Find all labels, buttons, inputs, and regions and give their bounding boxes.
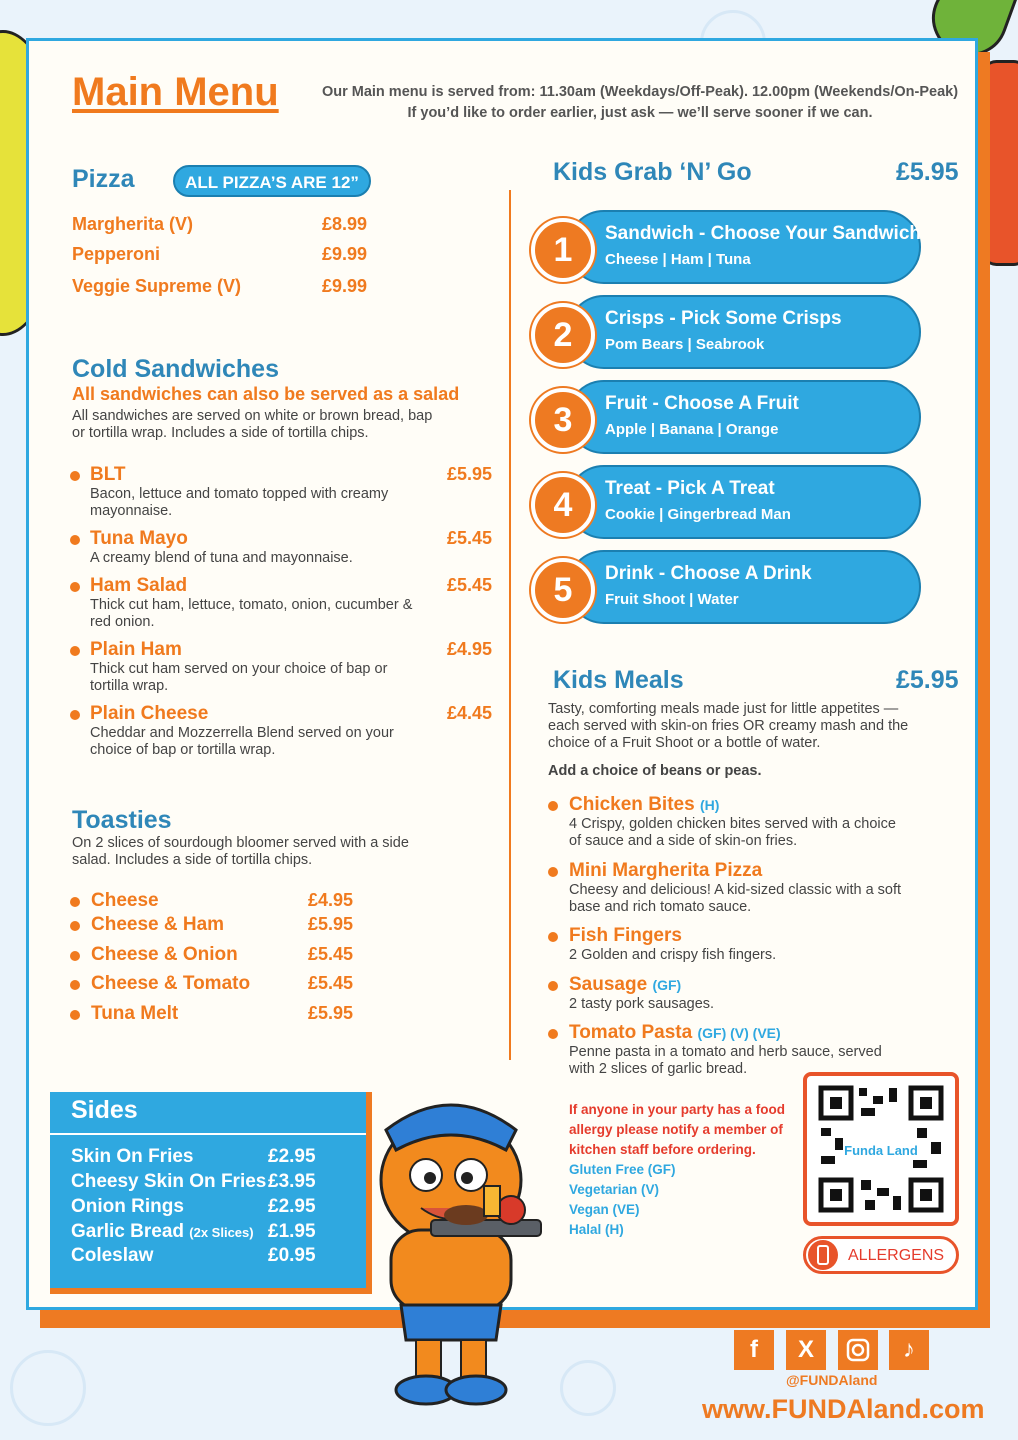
- kids-meal-tags: (H): [699, 797, 720, 813]
- sandwich-item-desc: Thick cut ham, lettuce, tomato, onion, cucumber & red onion.: [90, 597, 413, 630]
- bullet-icon: [548, 932, 558, 942]
- pizza-item-name: Veggie Supreme (V): [72, 276, 242, 296]
- page-title: Main Menu: [72, 70, 279, 114]
- kids-grab-step-pill: [567, 550, 921, 624]
- bullet-icon: [548, 867, 558, 877]
- side-item-name: [71, 1146, 193, 1168]
- sandwich-item-name: Plain Ham: [90, 639, 182, 660]
- sides-title: Sides: [71, 1096, 138, 1124]
- kids-grab-step-number: 4: [531, 473, 595, 537]
- sandwich-item-name: Ham Salad: [90, 575, 188, 596]
- bullet-icon: [70, 646, 80, 656]
- allergens-button[interactable]: [803, 1236, 959, 1274]
- kids-grab-step-pill: [567, 380, 921, 454]
- kids-grab-step-options: Cookie | Gingerbread Man: [605, 506, 791, 523]
- toastie-item: [70, 1003, 370, 1027]
- toastie-item-price: £5.95: [308, 914, 354, 934]
- pizza-item: [72, 244, 372, 270]
- bullet-icon: [70, 535, 80, 545]
- kids-meal-desc: Cheesy and delicious! A kid-sized classic with a soft base and rich tomato sauce.: [569, 882, 902, 915]
- sandwich-item-price: £4.95: [447, 639, 493, 659]
- bullet-icon: [70, 951, 80, 961]
- sandwich-item-price: £4.45: [447, 703, 493, 723]
- allergen-qr-code[interactable]: [803, 1072, 959, 1226]
- side-item: [71, 1245, 351, 1269]
- pizza-item-name: Pepperoni: [72, 244, 161, 264]
- allergy-key: Halal (H): [569, 1222, 624, 1237]
- kids-meal-desc: 4 Crispy, golden chicken bites served with a choice of sauce and a side of skin-on fries.: [569, 816, 896, 849]
- sandwich-item-price: £5.95: [447, 464, 493, 484]
- kids-meal-label: Sausage: [569, 974, 648, 995]
- facebook-icon[interactable]: f: [734, 1330, 774, 1370]
- service-times-line1: Our Main menu is served from: 11.30am (Weekdays/Off-Peak). 12.00pm (Weekends/On-Peak): [321, 84, 959, 100]
- sides-panel: [50, 1092, 372, 1294]
- toasties-desc: On 2 slices of sourdough bloomer served with a side salad. Includes a side of tortilla chips.: [72, 835, 409, 868]
- toastie-item-price: £5.45: [308, 973, 354, 993]
- kids-grab-step-title: Treat - Pick A Treat: [605, 478, 775, 499]
- toastie-item-name: Cheese: [91, 890, 159, 911]
- cold-sandwiches-desc: All sandwiches are served on white or brown bread, bap or tortilla wrap. Includes a side of tortilla chips.: [72, 408, 433, 441]
- side-item-name: [71, 1196, 184, 1218]
- kids-meal-tags: (GF) (V) (VE): [697, 1025, 781, 1041]
- kids-meals-desc: Tasty, comforting meals made just for little appetites — each served with skin-on fries OR creamy mash and the choice of a Fruit Shoot or a bottle of water.: [548, 701, 909, 751]
- side-item-label: Cheesy Skin On Fries: [71, 1171, 267, 1192]
- kids-meal-name: [569, 1022, 781, 1044]
- kids-meal-desc: 2 Golden and crispy fish fingers.: [569, 947, 777, 963]
- bullet-icon: [548, 981, 558, 991]
- side-item-label: Coleslaw: [71, 1245, 154, 1266]
- kids-grab-step: [531, 295, 923, 371]
- side-item-price: £2.95: [268, 1196, 316, 1217]
- toastie-item-price: £4.95: [308, 890, 354, 910]
- kids-meals-price: £5.95: [896, 666, 959, 694]
- kids-meal-label: Fish Fingers: [569, 925, 682, 946]
- pizza-item-price: £9.99: [322, 244, 368, 264]
- side-item-price: £1.95: [268, 1221, 316, 1242]
- pizza-title: Pizza: [72, 165, 135, 193]
- column-divider: [509, 190, 511, 1060]
- kids-grab-step-options: Pom Bears | Seabrook: [605, 336, 765, 353]
- kids-grab-step-options: Cheese | Ham | Tuna: [605, 251, 751, 268]
- pizza-item: [72, 276, 372, 302]
- tiktok-icon[interactable]: ♪: [889, 1330, 929, 1370]
- toasties-title: Toasties: [72, 806, 172, 834]
- kids-grab-step-number: 1: [531, 218, 595, 282]
- kids-grab-step-pill: [567, 210, 921, 284]
- allergy-keys: [569, 1160, 676, 1240]
- bullet-icon: [548, 1029, 558, 1039]
- kids-meal-name: [569, 974, 681, 996]
- kids-grab-step-options: Apple | Banana | Orange: [605, 421, 779, 438]
- kids-grab-step: [531, 550, 923, 626]
- kids-grab-step: [531, 210, 923, 286]
- sandwich-item-desc: A creamy blend of tuna and mayonnaise.: [90, 550, 353, 566]
- kids-meal-desc: Penne pasta in a tomato and herb sauce, served with 2 slices of garlic bread.: [569, 1044, 882, 1077]
- bullet-icon: [70, 471, 80, 481]
- toastie-item-price: £5.45: [308, 944, 354, 964]
- sandwich-item-desc: Thick cut ham served on your choice of bap or tortilla wrap.: [90, 661, 388, 694]
- bullet-icon: [70, 980, 80, 990]
- toastie-item-name: Cheese & Tomato: [91, 973, 251, 994]
- social-handle[interactable]: @FUNDAland: [786, 1372, 878, 1388]
- side-item-label: Garlic Bread: [71, 1221, 184, 1242]
- bullet-icon: [70, 897, 80, 907]
- allergy-key: Vegetarian (V): [569, 1182, 660, 1197]
- toastie-item-name: Cheese & Onion: [91, 944, 238, 965]
- toastie-item: [70, 914, 370, 938]
- side-item: [71, 1146, 351, 1170]
- pizza-item-name: Margherita (V): [72, 214, 194, 234]
- pizza-item: [72, 214, 372, 240]
- kids-grab-step: [531, 465, 923, 541]
- side-item: [71, 1171, 351, 1195]
- background-doodle: [560, 1360, 616, 1416]
- website-link[interactable]: www.FUNDAland.com: [702, 1394, 985, 1424]
- kids-meal-name: [569, 925, 682, 947]
- service-times: [300, 82, 980, 124]
- side-item-label: Skin On Fries: [71, 1146, 194, 1167]
- allergy-key: Vegan (VE): [569, 1202, 640, 1217]
- kids-grab-title: Kids Grab ‘N’ Go: [553, 158, 752, 186]
- sandwich-item-name: Tuna Mayo: [90, 528, 188, 549]
- bullet-icon: [70, 710, 80, 720]
- qr-logo-text: Funda Land: [844, 1143, 918, 1158]
- side-item-name: [71, 1171, 266, 1193]
- side-item-name: [71, 1221, 254, 1243]
- bullet-icon: [70, 921, 80, 931]
- allergy-key: Gluten Free (GF): [569, 1162, 676, 1177]
- sandwich-item-desc: Cheddar and Mozzerrella Blend served on your choice of bap or tortilla wrap.: [90, 725, 394, 758]
- toastie-item-price: £5.95: [308, 1003, 354, 1023]
- side-item-price: £0.95: [268, 1245, 316, 1266]
- kids-grab-step-title: Fruit - Choose A Fruit: [605, 393, 799, 414]
- side-item-price: £2.95: [268, 1146, 316, 1167]
- kids-meals-extra: Add a choice of beans or peas.: [548, 763, 762, 779]
- kids-meal-name: [569, 794, 719, 816]
- mascot-illustration: [346, 1090, 556, 1410]
- toastie-item-name: Cheese & Ham: [91, 914, 225, 935]
- background-doodle: [10, 1350, 86, 1426]
- kids-grab-price: £5.95: [896, 158, 959, 186]
- pizza-item-price: £9.99: [322, 276, 368, 296]
- side-item-name: [71, 1245, 153, 1267]
- kids-grab-step-options: Fruit Shoot | Water: [605, 591, 739, 608]
- sides-divider: [50, 1133, 366, 1135]
- side-item-price: £3.95: [268, 1171, 316, 1192]
- kids-grab-step-number: 2: [531, 303, 595, 367]
- bullet-icon: [548, 801, 558, 811]
- qr-code-icon: [807, 1076, 955, 1222]
- kids-grab-step-number: 5: [531, 558, 595, 622]
- service-times-line2: If you’d like to order earlier, just ask — we’ll serve sooner if we can.: [407, 105, 873, 121]
- kids-meal-label: Chicken Bites: [569, 794, 695, 815]
- kids-meal-label: Tomato Pasta: [569, 1022, 693, 1043]
- kids-meal-label: Mini Margherita Pizza: [569, 860, 763, 881]
- sandwich-item-name: BLT: [90, 464, 126, 485]
- bullet-icon: [70, 582, 80, 592]
- kids-meal-desc: 2 tasty pork sausages.: [569, 996, 715, 1012]
- kids-meals-title: Kids Meals: [553, 666, 684, 694]
- kids-grab-step-number: 3: [531, 388, 595, 452]
- pizza-item-price: £8.99: [322, 214, 368, 234]
- kids-grab-step-pill: [567, 465, 921, 539]
- kids-grab-step-pill: [567, 295, 921, 369]
- allergens-button-label: ALLERGENS: [848, 1247, 945, 1264]
- side-item: [71, 1196, 351, 1220]
- phone-icon: [808, 1240, 838, 1270]
- instagram-icon[interactable]: [838, 1330, 878, 1370]
- kids-grab-step-title: Drink - Choose A Drink: [605, 563, 812, 584]
- sandwich-item-desc: Bacon, lettuce and tomato topped with creamy mayonnaise.: [90, 486, 389, 519]
- pizza-size-badge: ALL PIZZA’S ARE 12”: [173, 165, 371, 197]
- cold-sandwiches-subtitle: All sandwiches can also be served as a salad: [72, 384, 460, 404]
- kids-grab-step-title: Crisps - Pick Some Crisps: [605, 308, 842, 329]
- toastie-item: [70, 944, 370, 968]
- cold-sandwiches-title: Cold Sandwiches: [72, 355, 279, 383]
- x-icon[interactable]: X: [786, 1330, 826, 1370]
- kids-grab-step-title: Sandwich - Choose Your Sandwich: [605, 223, 922, 244]
- kids-meal-name: [569, 860, 762, 882]
- kids-grab-step: [531, 380, 923, 456]
- sandwich-item-price: £5.45: [447, 528, 493, 548]
- toastie-item: [70, 973, 370, 997]
- toastie-item-name: Tuna Melt: [91, 1003, 179, 1024]
- allergy-note: If anyone in your party has a food allergy please notify a member of kitchen staff before ordering.: [569, 1102, 786, 1157]
- sandwich-item-price: £5.45: [447, 575, 493, 595]
- sandwich-item-name: Plain Cheese: [90, 703, 209, 724]
- side-item-label: Onion Rings: [71, 1196, 184, 1217]
- side-item: [71, 1221, 351, 1245]
- toastie-item: [70, 890, 370, 914]
- bullet-icon: [70, 1010, 80, 1020]
- kids-meal-tags: (GF): [652, 977, 682, 993]
- side-item-note: (2x Slices): [189, 1225, 254, 1240]
